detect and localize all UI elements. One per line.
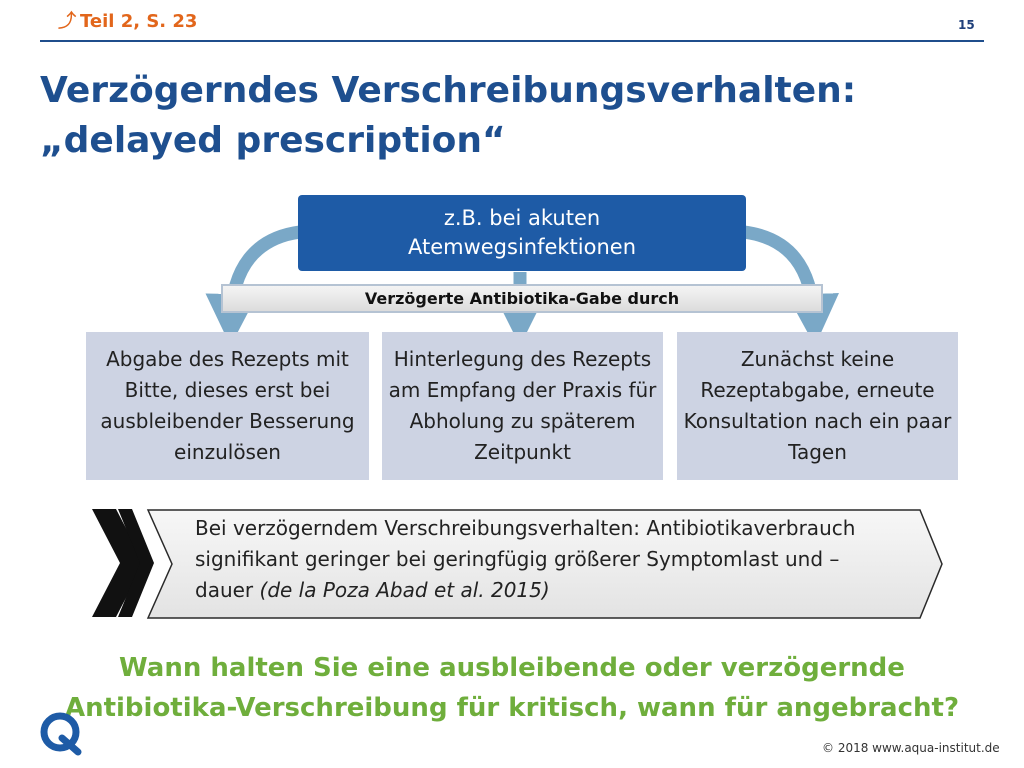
double-chevron-icon: [88, 507, 154, 619]
conclusion-main-text: Bei verzögerndem Verschreibungsverhalten: Antibiotikaverbrauch signifikant geringer bei geringfügig größerer Symptomlast und –dauer: [195, 516, 856, 602]
discussion-question-line-2: Antibiotika-Verschreibung für kritisch, wann für angebracht?: [64, 693, 960, 723]
condition-line-2: Atemwegsinfektionen: [407, 235, 637, 259]
option-text: Zunächst keine Rezeptabgabe, erneute Konsultation nach ein paar Tagen: [683, 347, 952, 464]
option-text: Hinterlegung des Rezepts am Empfang der Praxis für Abholung zu späterem Zeitpunkt: [388, 347, 657, 464]
option-box-no-prescription: [677, 332, 958, 480]
aqua-q-logo-icon: [40, 712, 84, 756]
slide-title-line-2: „delayed prescription“: [40, 120, 506, 161]
reference-text: Teil 2, S. 23: [80, 11, 198, 32]
conclusion-citation: (de la Poza Abad et al. 2015): [259, 578, 550, 602]
delayed-antibiotics-band: Verzögerte Antibiotika-Gabe durch: [221, 284, 823, 313]
option-box-prescription-at-reception: [382, 332, 663, 480]
copyright-notice: © 2018 www.aqua-institut.de: [822, 741, 1000, 755]
curved-arrow-icon: ⤴: [58, 11, 76, 32]
discussion-question-line-1: Wann halten Sie eine ausbleibende oder verzögernde: [119, 653, 905, 683]
discussion-question: [40, 648, 984, 728]
conclusion-text: [195, 513, 895, 606]
option-text: Abgabe des Rezepts mit Bitte, dieses erst bei ausbleibender Besserung einzulösen: [100, 347, 355, 464]
page-number: 15: [958, 18, 975, 32]
condition-line-1: z.B. bei akuten: [443, 206, 601, 230]
option-box-prescription-with-request: [86, 332, 369, 480]
slide-title-line-1: Verzögerndes Verschreibungsverhalten:: [40, 70, 857, 111]
condition-box: [298, 195, 746, 271]
